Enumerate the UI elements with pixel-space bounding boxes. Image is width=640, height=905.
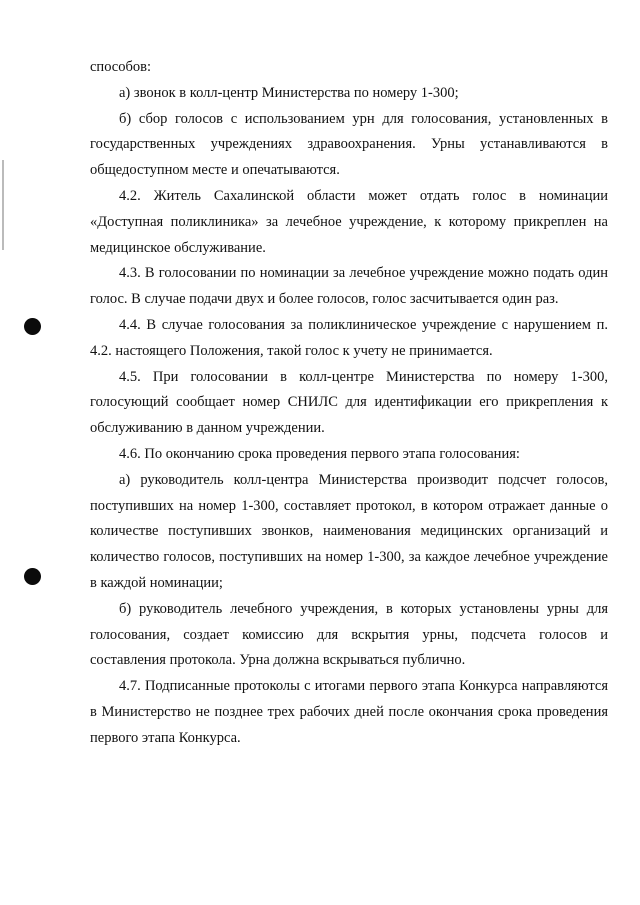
punch-hole-bottom [24,568,41,585]
paragraph-4-6-item-b: б) руководитель лечебного учреждения, в которых установлены урны для голосования, создает комиссию для вскрытия урны, подсчета голосов и составления протокола. Урна должна вскрываться публично. [90,600,608,669]
paragraph-4-5: 4.5. При голосовании в колл-центре Министерства по номеру 1-300, голосующий сообщает номер СНИЛС для идентификации его прикрепления к обслуживанию в данном учреждении. [90,368,608,437]
paragraph-4-7: 4.7. Подписанные протоколы с итогами первого этапа Конкурса направляются в Министерство не позднее трех рабочих дней после окончания срока проведения первого этапа Конкурса. [90,678,608,746]
paragraph-4-3: 4.3. В голосовании по номинации за лечебное учреждение можно подать один голос. В случае подачи двух и более голосов, голос засчитывается один раз. [90,265,608,308]
paragraph-4-2: 4.2. Житель Сахалинской области может отдать голос в номинации «Доступная поликлиника» за лечебное учреждение, к которому прикреплен на медицинское обслуживание. [90,187,608,256]
paragraph-4-6-item-a: а) руководитель колл-центра Министерства производит подсчет голосов, поступивших на номер 1-300, составляет протокол, в котором отражает данные о количестве поступивших звонков, наименования медицинских организаций и количество голосов, поступивших на номер 1-300, за каждое лечебное учреждение в каждой номинации; [90,471,608,591]
document-body [90,55,608,752]
paragraph-4-4: 4.4. В случае голосования за поликлиническое учреждение с нарушением п. 4.2. настоящего Положения, такой голос к учету не принимается. [90,316,608,359]
paragraph-continuation: способов: [90,59,151,75]
scan-margin-mark [2,160,4,250]
paragraph-item-a-call-center: а) звонок в колл-центр Министерства по номеру 1-300; [119,84,459,101]
paragraph-4-6: 4.6. По окончанию срока проведения первого этапа голосования: [119,445,520,462]
punch-hole-top [24,318,41,335]
paragraph-item-b-ballot-boxes: б) сбор голосов с использованием урн для голосования, установленных в государственных учреждениях здравоохранения. Урны устанавливаются в общедоступном месте и опечатываются. [90,110,608,179]
